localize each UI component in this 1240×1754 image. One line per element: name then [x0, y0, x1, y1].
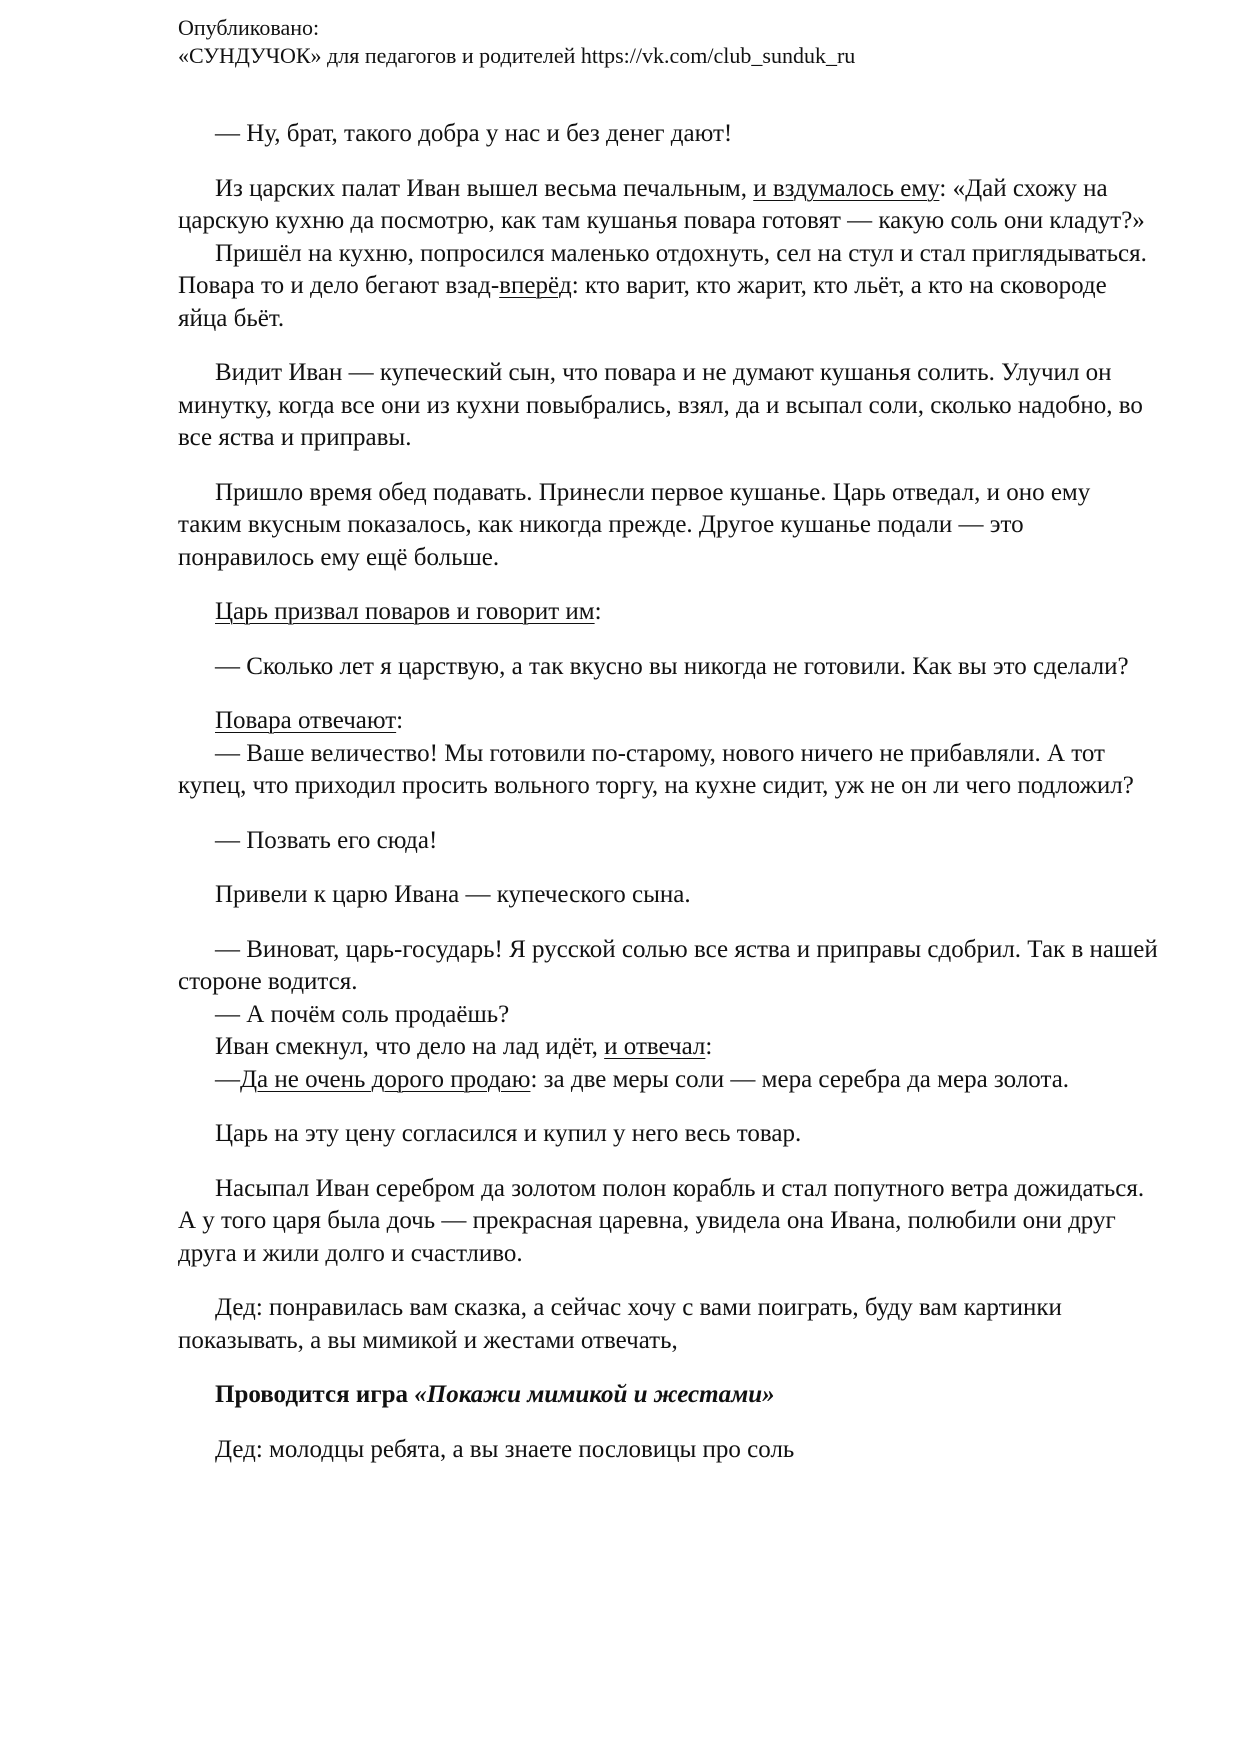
- paragraph-2-text-a: Из царских палат Иван вышел весьма печальным,: [215, 174, 754, 202]
- paragraph-19: [178, 1379, 1160, 1412]
- paragraph-3-text-a: Пришёл на кухню, попросился маленько отдохнуть, сел на стул и стал приглядываться. Повара то и дело бегают взад-: [178, 239, 1147, 299]
- paragraph-2: [178, 173, 1160, 238]
- paragraph-1: — Ну, брат, такого добра у нас и без денег дают!: [215, 120, 733, 147]
- paragraph-6-text-b: :: [594, 598, 602, 625]
- paragraph-15-text-a: —: [215, 1065, 240, 1093]
- paragraph-8-text-b: :: [396, 707, 404, 734]
- paragraph-14-underlined: и отвечал: [604, 1033, 706, 1060]
- paragraph-15: [178, 1064, 1160, 1097]
- paragraph-3-text-b: : кто варит, кто жарит, кто льёт, а кто на сковороде яйца бьёт.: [178, 272, 1107, 332]
- story-text: [178, 118, 1160, 1466]
- paragraph-8: [178, 705, 1160, 738]
- game-intro-bold: Проводится игра: [215, 1381, 415, 1408]
- paragraph-6: [178, 596, 1160, 629]
- paragraph-10: — Позвать его сюда!: [215, 826, 438, 854]
- paragraph-11: Привели к царю Ивана — купеческого сына.: [215, 881, 691, 908]
- paragraph-13: — А почём соль продаёшь?: [215, 1000, 510, 1028]
- paragraph-3: [178, 238, 1160, 336]
- paragraph-14-text-b: :: [705, 1033, 713, 1060]
- paragraph-2-underlined: и вздумалось ему: [753, 174, 940, 202]
- paragraph-17: Насыпал Иван серебром да золотом полон корабль и стал попутного ветра дожидаться. А у того царя была дочь — прекрасная царевна, увидела она Ивана, полюбили они друг друга и жили долго и счастливо.: [178, 1174, 1145, 1267]
- header-source-line: «СУНДУЧОК» для педагогов и родителей https://vk.com/club_sunduk_ru: [178, 43, 856, 68]
- paragraph-3-underlined: вперёд: [499, 272, 572, 299]
- publication-header: [178, 14, 1178, 70]
- paragraph-6-underlined: Царь призвал поваров и говорит им: [215, 598, 595, 625]
- paragraph-16: Царь на эту цену согласился и купил у него весь товар.: [215, 1120, 802, 1147]
- paragraph-9: — Ваше величество! Мы готовили по-старому, нового ничего не прибавляли. А тот купец, что приходил просить вольного торгу, на кухне сидит, уж не он ли чего подложил?: [178, 739, 1134, 799]
- game-title-bold-italic: «Покажи мимикой и жестами»: [414, 1381, 775, 1408]
- paragraph-8-underlined: Повара отвечают: [215, 707, 397, 734]
- paragraph-14-text-a: Иван смекнул, что дело на лад идёт,: [215, 1033, 605, 1060]
- paragraph-5: Пришло время обед подавать. Принесли первое кушанье. Царь отведал, и оно ему таким вкусным показалось, как никогда прежде. Другое кушанье подали — это понравилось ему ещё больше.: [178, 478, 1091, 571]
- paragraph-7: — Сколько лет я царствую, а так вкусно вы никогда не готовили. Как вы это сделали?: [215, 652, 1129, 680]
- paragraph-12: — Виноват, царь-государь! Я русской солью все яства и приправы сдобрил. Так в нашей стороне водится.: [178, 935, 1158, 995]
- header-published-label: Опубликовано:: [178, 15, 320, 40]
- paragraph-20: Дед: молодцы ребята, а вы знаете пословицы про соль: [215, 1435, 795, 1463]
- paragraph-14: [178, 1031, 1160, 1064]
- paragraph-15-underlined: Да не очень дорого продаю: [240, 1065, 531, 1093]
- paragraph-18: Дед: понравилась вам сказка, а сейчас хочу с вами поиграть, буду вам картинки показывать, а вы мимикой и жестами отвечать,: [178, 1294, 1062, 1354]
- paragraph-4: Видит Иван — купеческий сын, что повара и не думают кушанья солить. Улучил он минутку, когда все они из кухни повыбрались, взял, да и всыпал соли, сколько надобно, во все яства и приправы.: [178, 359, 1143, 451]
- paragraph-2-text-b: : «Дай схожу на царскую кухню да посмотрю, как там кушанья повара готовят — какую соль они кладут?»: [178, 174, 1145, 234]
- paragraph-15-text-b: : за две меры соли — мера серебра да мера золота.: [530, 1065, 1070, 1093]
